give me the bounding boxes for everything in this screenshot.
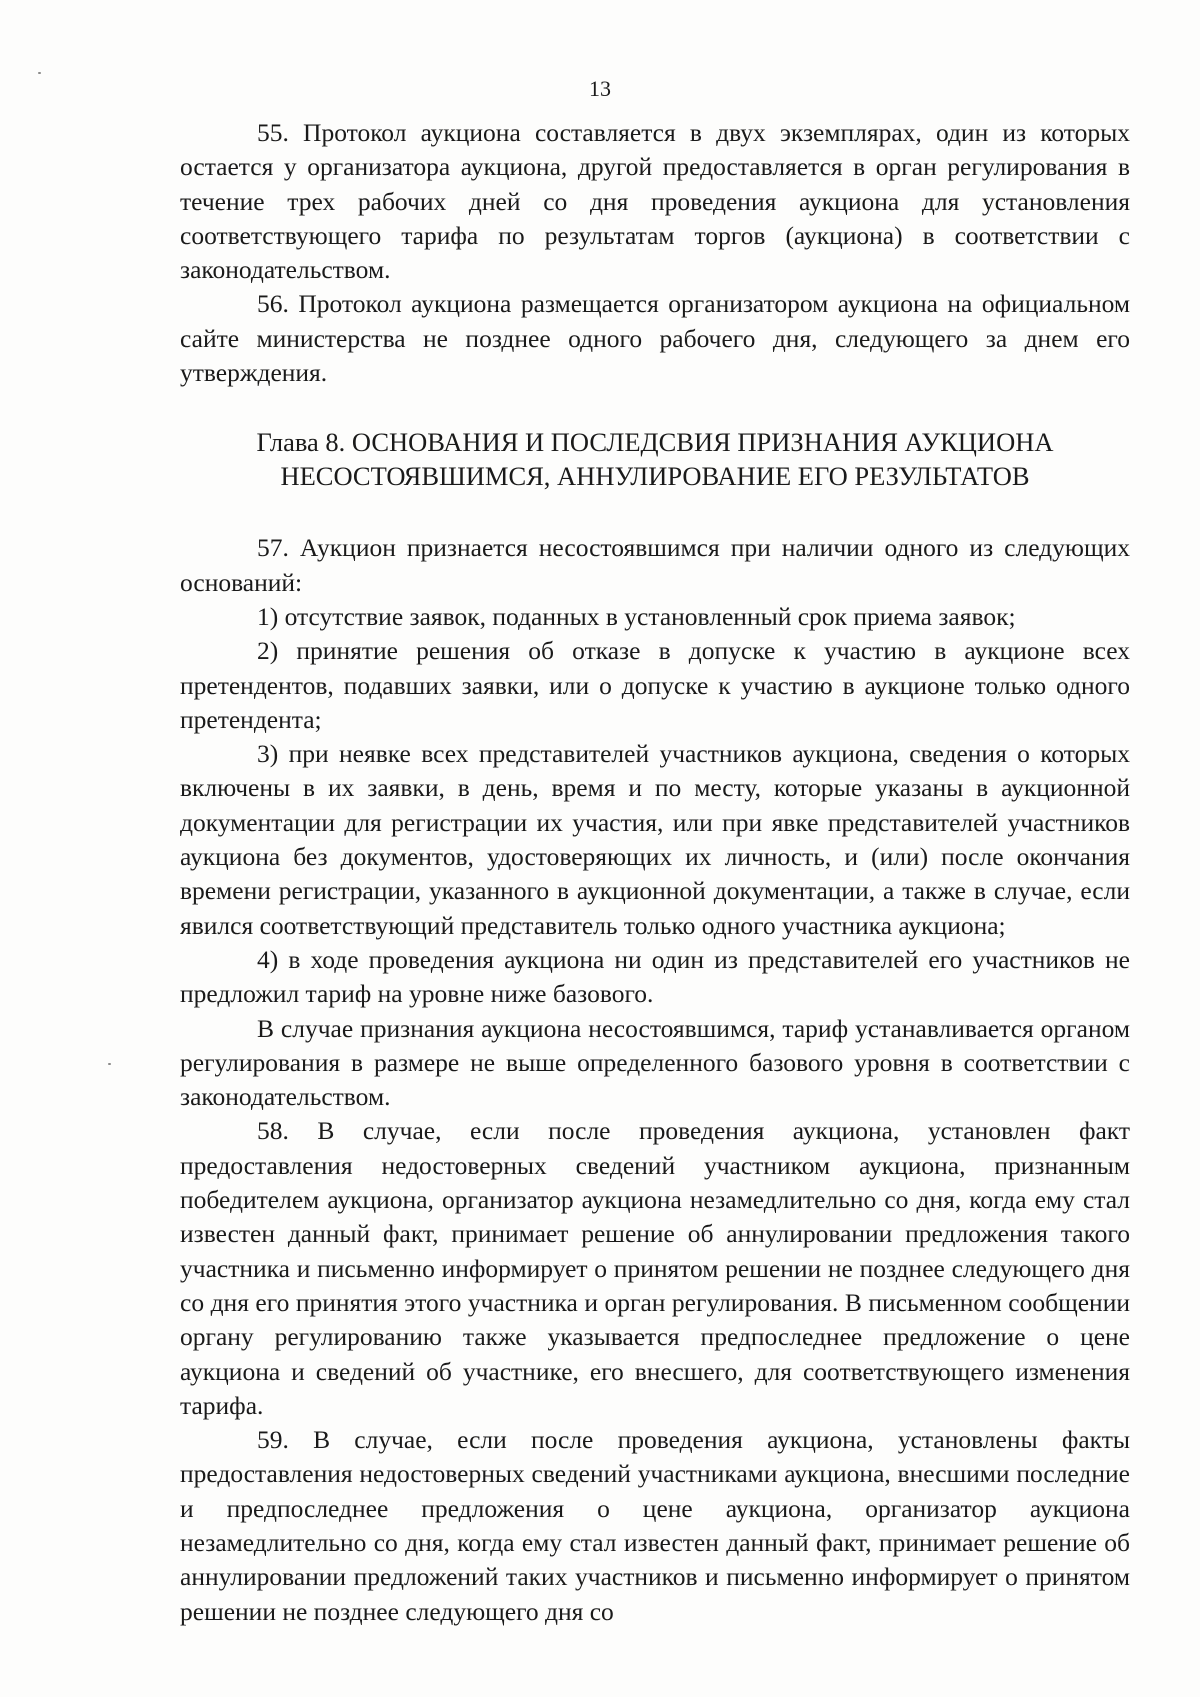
scan-speck bbox=[38, 72, 41, 74]
list-item-2: 2) принятие решения об отказе в допуске к участию в аукционе всех претендентов, подавших заявки, или о допуске к участию в аукционе только одного претендента; bbox=[180, 636, 1130, 734]
list-item-3: 3) при неявке всех представителей участников аукциона, сведения о которых включены в их заявки, в день, время и по месту, которые указаны в аукционной документации для регистрации их участия, или при явке представителей участников аукциона без документов, удостоверяющих их личность, и (или) после окончания времени регистрации, указанного в аукционной документации, а также в случае, если явился соответствующий представитель только одного участника аукциона; bbox=[180, 739, 1130, 940]
page-number: 13 bbox=[589, 76, 611, 101]
paragraph-58: 58. В случае, если после проведения аукциона, установлен факт предоставления недостоверных сведений участником аукциона, признанным победителем аукциона, организатор аукциона незамедлительно со дня, когда ему стал известен данный факт, принимает решение об аннулировании предложения такого участника и письменно информирует о принятом решении не позднее следующего дня со дня его принятия этого участника и орган регулирования. В письменном сообщении органу регулированию также указывается предпоследнее предложение о цене аукциона и сведений об участнике, его внесшего, для соответствующего изменения тарифа. bbox=[180, 1116, 1130, 1420]
paragraph-failed-auction: В случае признания аукциона несостоявшимся, тариф устанавливается органом регулирования в размере не выше определенного базового уровня в соответствии с законодательством. bbox=[180, 1013, 1130, 1112]
paragraph-55: 55. Протокол аукциона составляется в двух экземплярах, один из которых остается у организатора аукциона, другой предоставляется в орган регулирования в течение трех рабочих дней со дня проведения аукциона для установления соответствующего тарифа по результатам торгов (аукциона) в соответствии с законодательством. bbox=[180, 118, 1130, 285]
list-item-4: 4) в ходе проведения аукциона ни один из представителей его участников не предложил тариф на уровне ниже базового. bbox=[180, 944, 1130, 1009]
paragraph-57: 57. Аукцион признается несостоявшимся при наличии одного из следующих оснований: bbox=[180, 533, 1130, 597]
chapter-heading-line-2: НЕСОСТОЯВШИМСЯ, АННУЛИРОВАНИЕ ЕГО РЕЗУЛЬТАТОВ bbox=[280, 461, 1030, 492]
chapter-heading-line-1: Глава 8. ОСНОВАНИЯ И ПОСЛЕДСВИЯ ПРИЗНАНИЯ АУКЦИОНА bbox=[256, 427, 1054, 458]
document-body bbox=[180, 116, 1130, 1629]
paragraph-59: 59. В случае, если после проведения аукциона, установлены факты предоставления недостоверных сведений участниками аукциона, внесшими последние и предпоследнее предложения о цене аукциона, организатор аукциона незамедлительно со дня, когда ему стал известен данный факт, принимает решение об аннулировании предложений таких участников и письменно информирует о принятом решении не позднее следующего дня со bbox=[180, 1425, 1130, 1626]
paragraph-56: 56. Протокол аукциона размещается организатором аукциона на официальном сайте министерства не позднее одного рабочего дня, следующего за днем его утверждения. bbox=[180, 289, 1130, 388]
list-item-1: 1) отсутствие заявок, поданных в установленный срок приема заявок; bbox=[257, 601, 1016, 631]
chapter-heading bbox=[180, 425, 1130, 493]
scan-speck bbox=[108, 1063, 111, 1065]
